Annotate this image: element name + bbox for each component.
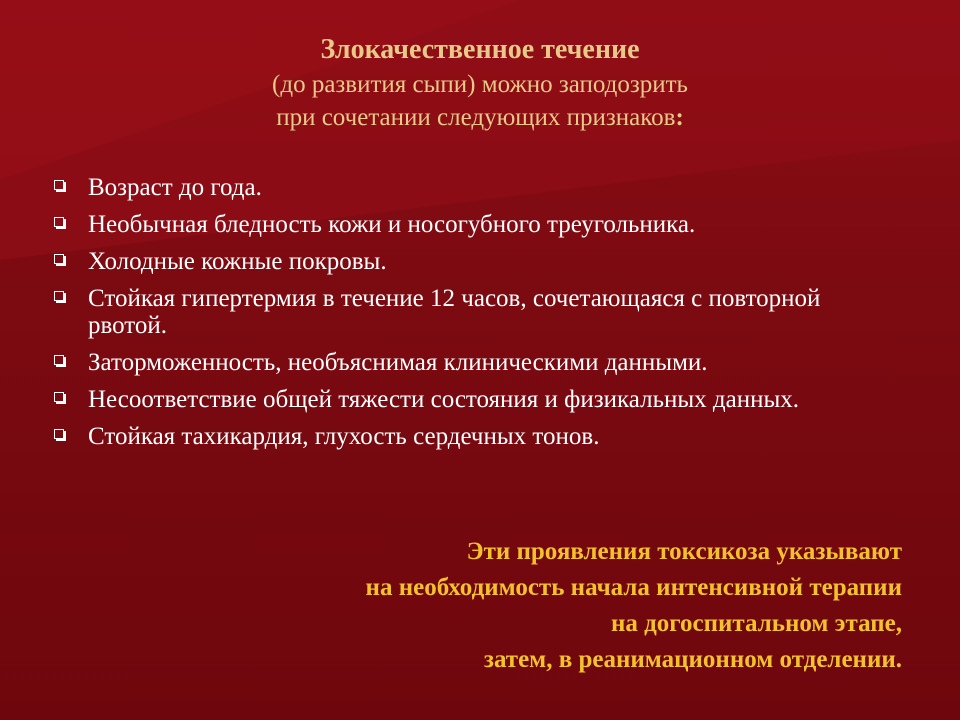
slide-subtitle-line-2	[0, 101, 960, 134]
list-item-text: Возраст до года.	[88, 174, 262, 201]
subtitle-line-2-text: при сочетании следующих признаков	[276, 104, 676, 131]
conclusion-line-2: на необходимость начала интенсивной терапии	[365, 574, 902, 601]
list-item	[52, 211, 902, 238]
list-item-text: Холодные кожные покровы.	[88, 248, 387, 275]
symptom-list	[52, 174, 902, 460]
list-item	[52, 174, 902, 201]
list-item-text: Стойкая тахикардия, глухость сердечных тонов.	[88, 423, 600, 450]
slide-subtitle-line-1: (до развития сыпи) можно заподозрить	[272, 71, 688, 98]
list-item	[52, 248, 902, 275]
list-item	[52, 386, 902, 413]
list-item-text: Необычная бледность кожи и носогубного треугольника.	[88, 211, 696, 238]
conclusion-text	[182, 534, 902, 678]
list-item-text: Стойкая гипертермия в течение 12 часов, сочетающаяся с повторной рвотой.	[88, 285, 821, 339]
square-bullet-icon	[54, 254, 64, 264]
conclusion-line-4: затем, в реанимационном отделении.	[483, 646, 902, 673]
conclusion-line-1: Эти проявления токсикоза указывают	[466, 538, 902, 565]
list-item	[52, 285, 902, 339]
square-bullet-icon	[54, 180, 64, 190]
title-block	[0, 32, 960, 134]
list-item-text: Несоответствие общей тяжести состояния и физикальных данных.	[88, 386, 800, 413]
list-item-text: Заторможенность, необъяснимая клиническими данными.	[88, 349, 708, 376]
square-bullet-icon	[54, 217, 64, 227]
square-bullet-icon	[54, 429, 64, 439]
list-item	[52, 423, 902, 450]
conclusion-line-3: на догоспитальном этапе,	[610, 610, 902, 637]
square-bullet-icon	[54, 355, 64, 365]
slide-title: Злокачественное течение	[320, 34, 640, 65]
square-bullet-icon	[54, 291, 64, 301]
square-bullet-icon	[54, 392, 64, 402]
subtitle-colon: :	[675, 104, 684, 131]
list-item	[52, 349, 902, 376]
